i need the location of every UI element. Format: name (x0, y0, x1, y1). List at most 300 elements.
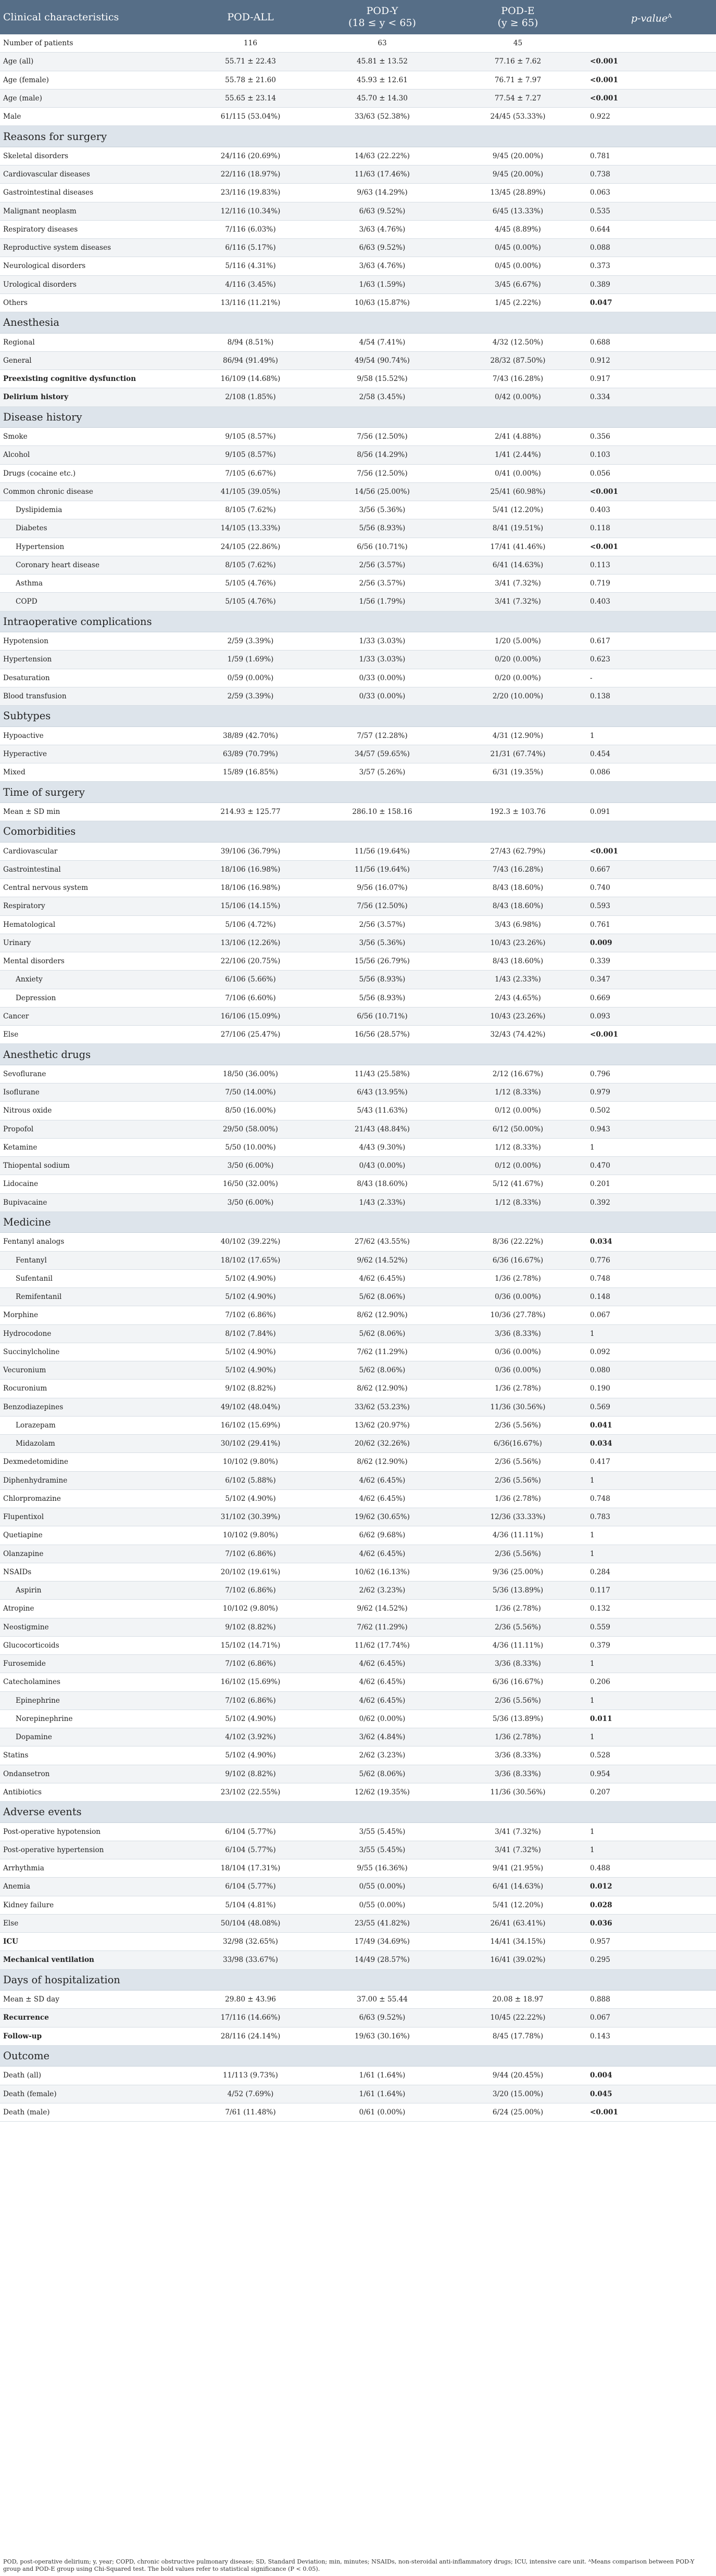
cell-pod-all: 116 (244, 39, 257, 48)
cell-pod-y: 4/62 (6.45%) (359, 1678, 406, 1687)
cell-pod-all: 23/116 (19.83%) (220, 188, 281, 197)
cell-p-value: 1 (590, 1531, 595, 1540)
cell-p-value: 0.644 (590, 225, 610, 234)
cell-pod-y: 0/43 (0.00%) (359, 1162, 406, 1170)
table-row (0, 1120, 716, 1139)
cell-pod-y: 1/33 (3.03%) (359, 637, 406, 646)
section-header: Medicine (0, 1212, 716, 1233)
table-row (0, 763, 716, 782)
cell-pod-y: 0/62 (0.00%) (359, 1714, 406, 1723)
cell-pod-e: 3/45 (6.67%) (495, 280, 541, 289)
cell-pod-e: 1/20 (5.00%) (495, 637, 541, 646)
cell-pod-all: 41/105 (39.05%) (220, 487, 281, 496)
table-row (0, 53, 716, 71)
cell-pod-e: 6/36(16.67%) (494, 1439, 542, 1448)
cell-pod-y: 0/55 (0.00%) (359, 1882, 406, 1891)
row-label: Dopamine (16, 1733, 52, 1742)
section-header: Adverse events (0, 1802, 716, 1823)
row-label: Urological disorders (3, 280, 77, 289)
cell-pod-all: 33/98 (33.67%) (223, 1956, 278, 1965)
cell-p-value: 1 (590, 1845, 595, 1854)
cell-pod-all: 9/102 (8.82%) (225, 1769, 276, 1778)
table-row (0, 1008, 716, 1026)
row-label: Respiratory diseases (3, 225, 78, 234)
table-row (0, 1270, 716, 1288)
row-label: Sevoflurane (3, 1069, 46, 1078)
table-row (0, 669, 716, 687)
cell-pod-y: 27/62 (43.55%) (355, 1238, 410, 1246)
cell-pod-y: 19/63 (30.16%) (355, 2032, 410, 2041)
cell-pod-y: 12/62 (19.35%) (355, 1788, 410, 1796)
cell-pod-e: 1/45 (2.22%) (495, 298, 541, 307)
cell-pod-all: 5/102 (4.90%) (225, 1751, 276, 1760)
cell-pod-e: 11/36 (30.56%) (490, 1788, 546, 1796)
table-row (0, 1841, 716, 1859)
cell-p-value: 1 (590, 1476, 595, 1485)
table-row (0, 1823, 716, 1841)
cell-pod-e: 28/32 (87.50%) (490, 356, 546, 365)
section-header: Subtypes (0, 706, 716, 727)
cell-p-value: 0.347 (590, 975, 610, 984)
cell-pod-e: 27/43 (62.79%) (490, 847, 546, 856)
cell-pod-y: 8/56 (14.29%) (357, 451, 408, 460)
cell-pod-all: 4/102 (3.92%) (225, 1733, 276, 1742)
row-label: Chlorpromazine (3, 1494, 61, 1503)
cell-pod-y: 3/57 (5.26%) (359, 768, 406, 777)
table-row (0, 1655, 716, 1673)
cell-pod-e: 2/12 (16.67%) (492, 1069, 544, 1078)
table-row (0, 1526, 716, 1545)
cell-pod-y: 1/33 (3.03%) (359, 655, 406, 664)
cell-p-value: 0.091 (590, 807, 610, 816)
cell-pod-y: 1/61 (1.64%) (359, 2089, 406, 2098)
cell-p-value: 0.783 (590, 1513, 610, 1522)
cell-pod-e: 3/36 (8.33%) (495, 1769, 541, 1778)
row-label: Death (male) (3, 2108, 50, 2116)
cell-pod-y: 3/62 (4.84%) (359, 1733, 406, 1742)
cell-p-value: <0.001 (590, 75, 618, 84)
cell-pod-e: 1/36 (2.78%) (495, 1604, 541, 1613)
cell-p-value: 0.617 (590, 637, 610, 646)
row-label: Blood transfusion (3, 692, 67, 700)
table-row (0, 1692, 716, 1710)
cell-p-value: 0.373 (590, 262, 610, 271)
table-row (0, 1710, 716, 1728)
row-label: Hematological (3, 920, 56, 929)
cell-pod-e: 0/41 (0.00%) (495, 469, 541, 478)
cell-pod-y: 4/62 (6.45%) (359, 1549, 406, 1558)
row-label: Neostigmine (3, 1623, 49, 1631)
row-label: Norepinephrine (16, 1714, 73, 1723)
cell-pod-y: 11/63 (17.46%) (355, 170, 410, 179)
row-label: Epinephrine (16, 1696, 60, 1705)
table-row (0, 575, 716, 593)
cell-pod-y: 4/54 (7.41%) (359, 338, 406, 347)
cell-pod-y: 63 (378, 39, 387, 48)
table-row (0, 1746, 716, 1765)
cell-pod-y: 6/63 (9.52%) (359, 2013, 406, 2022)
cell-pod-e: 9/44 (20.45%) (492, 2071, 544, 2080)
cell-pod-all: 8/105 (7.62%) (225, 506, 276, 515)
row-label: Fentanyl analogs (3, 1238, 65, 1246)
cell-pod-y: 4/62 (6.45%) (359, 1476, 406, 1485)
cell-pod-all: 18/102 (17.65%) (220, 1256, 281, 1265)
cell-p-value: 0.488 (590, 1864, 610, 1873)
row-label: Statins (3, 1751, 29, 1760)
table-row (0, 843, 716, 861)
cell-pod-e: 2/36 (5.56%) (495, 1458, 541, 1466)
cell-p-value: 0.009 (590, 938, 612, 947)
cell-p-value: 0.748 (590, 1494, 610, 1503)
cell-pod-y: 4/43 (9.30%) (359, 1143, 406, 1152)
row-label: Delirium history (3, 393, 69, 402)
cell-pod-all: 7/102 (6.86%) (225, 1586, 276, 1595)
cell-p-value: <0.001 (590, 94, 618, 103)
row-label: Neurological disorders (3, 262, 86, 271)
cell-pod-e: 6/12 (50.00%) (492, 1125, 544, 1133)
cell-pod-all: 18/106 (16.98%) (220, 884, 281, 892)
table-row (0, 1600, 716, 1618)
cell-pod-y: 14/56 (25.00%) (355, 487, 410, 496)
row-label: Fentanyl (16, 1256, 47, 1265)
cell-pod-e: 8/41 (19.51%) (492, 524, 544, 533)
cell-p-value: 1 (590, 1143, 595, 1152)
row-label: Mechanical ventilation (3, 1956, 94, 1965)
row-label: Hyperactive (3, 749, 47, 758)
cell-pod-y: 45.70 ± 14.30 (357, 94, 408, 103)
cell-pod-y: 7/62 (11.29%) (357, 1347, 408, 1356)
cell-pod-y: 286.10 ± 158.16 (352, 807, 412, 816)
cell-p-value: 1 (590, 1696, 595, 1705)
table-row (0, 1951, 716, 1969)
cell-pod-all: 7/102 (6.86%) (225, 1311, 276, 1320)
cell-pod-all: 32/98 (32.65%) (223, 1937, 278, 1946)
cell-pod-y: 15/56 (26.79%) (355, 957, 410, 966)
cell-pod-all: 2/108 (1.85%) (225, 393, 276, 402)
cell-p-value: 0.389 (590, 280, 610, 289)
cell-pod-y: 11/43 (25.58%) (355, 1069, 410, 1078)
cell-pod-all: 2/59 (3.39%) (227, 692, 274, 700)
cell-pod-all: 5/116 (4.31%) (225, 262, 276, 271)
cell-pod-y: 8/43 (18.60%) (357, 1180, 408, 1189)
cell-pod-e: 2/36 (5.56%) (495, 1476, 541, 1485)
cell-pod-y: 17/49 (34.69%) (355, 1937, 410, 1946)
cell-pod-all: 5/102 (4.90%) (225, 1366, 276, 1375)
row-label: Succinylcholine (3, 1347, 60, 1356)
cell-p-value: 0.045 (590, 2089, 612, 2098)
cell-pod-e: 20.08 ± 18.97 (492, 1995, 544, 2004)
cell-pod-y: 2/56 (3.57%) (359, 920, 406, 929)
cell-pod-y: 0/61 (0.00%) (359, 2108, 406, 2116)
cell-pod-all: 5/102 (4.90%) (225, 1714, 276, 1723)
cell-pod-all: 5/105 (4.76%) (225, 579, 276, 588)
cell-pod-all: 5/104 (4.81%) (225, 1901, 276, 1909)
cell-p-value: 0.034 (590, 1238, 612, 1246)
cell-pod-e: 1/36 (2.78%) (495, 1733, 541, 1742)
cell-pod-e: 8/43 (18.60%) (492, 884, 544, 892)
cell-pod-e: 4/31 (12.90%) (492, 731, 544, 740)
table-row (0, 1139, 716, 1157)
table-row (0, 1435, 716, 1453)
cell-pod-all: 29.80 ± 43.96 (225, 1995, 276, 2004)
cell-pod-e: 3/41 (7.32%) (495, 579, 541, 588)
table-row (0, 2085, 716, 2103)
table-row (0, 916, 716, 934)
cell-pod-all: 6/102 (5.88%) (225, 1476, 276, 1485)
cell-pod-y: 4/62 (6.45%) (359, 1660, 406, 1668)
cell-pod-y: 4/62 (6.45%) (359, 1274, 406, 1283)
cell-pod-e: 10/36 (27.78%) (490, 1311, 546, 1320)
section-header: Reasons for surgery (0, 126, 716, 147)
table-row (0, 1933, 716, 1951)
cell-p-value: 0.470 (590, 1162, 610, 1170)
cell-pod-e: 2/36 (5.56%) (495, 1549, 541, 1558)
cell-pod-y: 5/62 (8.06%) (359, 1293, 406, 1302)
table-row (0, 989, 716, 1008)
cell-p-value: 0.748 (590, 1274, 610, 1283)
cell-pod-y: 9/63 (14.29%) (357, 188, 408, 197)
cell-pod-y: 33/62 (53.23%) (355, 1402, 410, 1411)
cell-pod-y: 14/49 (28.57%) (355, 1956, 410, 1965)
cell-pod-e: 0/42 (0.00%) (495, 393, 541, 402)
row-label: Reproductive system diseases (3, 244, 111, 252)
cell-p-value: 0.559 (590, 1623, 610, 1631)
cell-pod-e: 32/43 (74.42%) (490, 1030, 546, 1039)
table-row (0, 879, 716, 897)
cell-pod-y: 3/63 (4.76%) (359, 225, 406, 234)
table-row (0, 1618, 716, 1637)
cell-pod-e: 6/36 (16.67%) (492, 1256, 544, 1265)
cell-pod-all: 9/102 (8.82%) (225, 1384, 276, 1393)
cell-pod-all: 214.93 ± 125.77 (220, 807, 281, 816)
cell-pod-all: 5/105 (4.76%) (225, 597, 276, 606)
row-label: Post-operative hypotension (3, 1827, 101, 1836)
cell-p-value: 0.011 (590, 1714, 612, 1723)
cell-p-value (587, 34, 716, 52)
row-label: Antibiotics (3, 1788, 42, 1796)
cell-p-value: 0.392 (590, 1198, 610, 1207)
cell-pod-e: 8/43 (18.60%) (492, 957, 544, 966)
cell-pod-all: 2/59 (3.39%) (227, 637, 274, 646)
cell-p-value: 1 (590, 1329, 595, 1338)
cell-pod-e: 26/41 (63.41%) (490, 1919, 546, 1928)
cell-pod-all: 12/116 (10.34%) (220, 207, 281, 215)
table-row (0, 165, 716, 184)
table-row (0, 294, 716, 312)
cell-pod-all: 5/102 (4.90%) (225, 1274, 276, 1283)
table-row (0, 1417, 716, 1435)
cell-pod-y: 33/63 (52.38%) (355, 112, 410, 121)
cell-pod-e: 2/43 (4.65%) (495, 993, 541, 1002)
row-label: Others (3, 298, 28, 307)
table-row (0, 1398, 716, 1417)
cell-p-value: 0.339 (590, 957, 610, 966)
cell-pod-e: 192.3 ± 103.76 (490, 807, 546, 816)
cell-p-value: 0.103 (590, 451, 610, 460)
cell-p-value: 0.041 (590, 1421, 612, 1430)
cell-pod-y: 2/58 (3.45%) (359, 393, 406, 402)
table-row (0, 1065, 716, 1083)
cell-pod-e: 6/31 (19.35%) (492, 768, 544, 777)
cell-pod-e: 1/43 (2.33%) (495, 975, 541, 984)
row-label: Cancer (3, 1012, 29, 1021)
cell-p-value: 0.957 (590, 1937, 610, 1946)
table-row (0, 34, 716, 53)
cell-pod-e: 1/12 (8.33%) (495, 1143, 541, 1152)
cell-pod-all: 5/102 (4.90%) (225, 1293, 276, 1302)
cell-pod-e: 10/45 (22.22%) (490, 2013, 546, 2022)
cell-pod-all: 22/116 (18.97%) (220, 170, 281, 179)
cell-pod-e: 25/41 (60.98%) (490, 487, 546, 496)
cell-pod-all: 7/102 (6.86%) (225, 1549, 276, 1558)
cell-pod-all: 13/106 (12.26%) (220, 938, 281, 947)
cell-pod-e: 3/36 (8.33%) (495, 1660, 541, 1668)
row-label: Lorazepam (16, 1421, 56, 1430)
cell-pod-y: 5/56 (8.93%) (359, 993, 406, 1002)
cell-pod-e: 3/41 (7.32%) (495, 1827, 541, 1836)
cell-pod-e: 7/43 (16.28%) (492, 865, 544, 874)
cell-pod-e: 77.16 ± 7.62 (494, 57, 542, 66)
row-label: ICU (3, 1937, 19, 1946)
row-label: Bupivacaine (3, 1198, 47, 1207)
cell-pod-y: 9/55 (16.36%) (357, 1864, 408, 1873)
row-label: Arrhythmia (3, 1864, 44, 1873)
table-row (0, 1453, 716, 1471)
cell-p-value: <0.001 (590, 542, 618, 551)
row-label: Cardiovascular diseases (3, 170, 90, 179)
cell-pod-all: 13/116 (11.21%) (220, 298, 281, 307)
row-label: Gastrointestinal (3, 865, 61, 874)
cell-pod-e: 4/32 (12.50%) (492, 338, 544, 347)
table-row (0, 1157, 716, 1175)
cell-pod-e: 0/20 (0.00%) (495, 655, 541, 664)
header-pod-all: POD-ALL (227, 11, 274, 23)
cell-p-value: 0.143 (590, 2032, 610, 2041)
cell-p-value: 0.912 (590, 356, 610, 365)
cell-p-value: 0.088 (590, 244, 610, 252)
cell-pod-all: 20/102 (19.61%) (220, 1567, 281, 1576)
row-label: Preexisting cognitive dysfunction (3, 375, 136, 384)
table-row (0, 334, 716, 352)
cell-p-value: 0.669 (590, 993, 610, 1002)
table-row (0, 388, 716, 406)
cell-pod-all: 31/102 (30.39%) (220, 1513, 281, 1522)
cell-pod-all: 9/105 (8.57%) (225, 432, 276, 441)
cell-p-value: 0.056 (590, 469, 610, 478)
table-row (0, 1673, 716, 1691)
cell-pod-all: 6/104 (5.77%) (225, 1845, 276, 1854)
cell-pod-e: 9/45 (20.00%) (492, 151, 544, 160)
cell-pod-e: 5/41 (12.20%) (492, 1901, 544, 1909)
cell-pod-e: 4/36 (11.11%) (492, 1531, 544, 1540)
cell-p-value: 0.954 (590, 1769, 610, 1778)
table-row (0, 971, 716, 989)
cell-pod-y: 2/56 (3.57%) (359, 579, 406, 588)
cell-p-value: 0.092 (590, 1347, 610, 1356)
cell-pod-y: 6/63 (9.52%) (359, 207, 406, 215)
cell-p-value: <0.001 (590, 847, 618, 856)
table-row (0, 1306, 716, 1324)
cell-pod-e: 45 (513, 39, 523, 48)
cell-pod-all: 22/106 (20.75%) (220, 957, 281, 966)
cell-p-value: 0.379 (590, 1641, 610, 1650)
cell-p-value: - (590, 673, 593, 682)
cell-p-value: 0.528 (590, 1751, 610, 1760)
cell-pod-y: 6/56 (10.71%) (357, 1012, 408, 1021)
cell-pod-all: 8/105 (7.62%) (225, 560, 276, 569)
section-header: Anesthetic drugs (0, 1044, 716, 1065)
cell-pod-e: 0/45 (0.00%) (495, 262, 541, 271)
row-label: Isoflurane (3, 1088, 40, 1097)
cell-pod-y: 1/61 (1.64%) (359, 2071, 406, 2080)
cell-pod-y: 21/43 (48.84%) (355, 1125, 410, 1133)
cell-p-value: 0.034 (590, 1439, 612, 1448)
table-row (0, 1325, 716, 1343)
table-row (0, 108, 716, 126)
cell-pod-all: 14/105 (13.33%) (220, 524, 281, 533)
cell-p-value: 0.738 (590, 170, 610, 179)
row-label: Ondansetron (3, 1769, 50, 1778)
cell-pod-e: 5/12 (41.67%) (492, 1180, 544, 1189)
row-label: Malignant neoplasm (3, 207, 77, 215)
table-row (0, 632, 716, 651)
cell-pod-y: 3/55 (5.45%) (359, 1845, 406, 1854)
cell-pod-all: 7/116 (6.03%) (225, 225, 276, 234)
cell-pod-y: 16/56 (28.57%) (355, 1030, 410, 1039)
row-label: Else (3, 1919, 19, 1928)
cell-pod-all: 16/102 (15.69%) (220, 1678, 281, 1687)
row-label: Death (female) (3, 2089, 57, 2098)
cell-p-value: 0.417 (590, 1458, 610, 1466)
cell-pod-all: 15/89 (16.85%) (223, 768, 278, 777)
row-label: Hypoactive (3, 731, 44, 740)
row-label: Diabetes (16, 524, 47, 533)
cell-pod-e: 8/36 (22.22%) (492, 1238, 544, 1246)
cell-p-value: 0.063 (590, 188, 610, 197)
table-row (0, 2103, 716, 2122)
cell-pod-y: 0/33 (0.00%) (359, 692, 406, 700)
row-label: Coronary heart disease (16, 560, 100, 569)
table-row (0, 90, 716, 108)
cell-pod-e: 9/45 (20.00%) (492, 170, 544, 179)
table-row (0, 428, 716, 446)
table-row (0, 1380, 716, 1398)
row-label: Age (female) (3, 75, 49, 84)
cell-pod-e: 6/24 (25.00%) (492, 2108, 544, 2116)
cell-p-value: 0.207 (590, 1788, 610, 1796)
row-label: Else (3, 1030, 19, 1039)
table-row (0, 2027, 716, 2046)
row-label: Vecuronium (3, 1366, 46, 1375)
cell-pod-all: 18/104 (17.31%) (220, 1864, 281, 1873)
table-row (0, 1026, 716, 1044)
section-header: Days of hospitalization (0, 1970, 716, 1991)
table-header (0, 0, 716, 34)
cell-p-value: <0.001 (590, 2108, 618, 2116)
cell-pod-e: 6/36 (16.67%) (492, 1678, 544, 1687)
cell-p-value: 1 (590, 1660, 595, 1668)
cell-pod-all: 4/116 (3.45%) (225, 280, 276, 289)
cell-pod-y: 3/56 (5.36%) (359, 938, 406, 947)
cell-pod-y: 11/56 (19.64%) (355, 847, 410, 856)
row-label: Post-operative hypertension (3, 1845, 104, 1854)
section-header: Outcome (0, 2046, 716, 2067)
cell-pod-y: 4/62 (6.45%) (359, 1696, 406, 1705)
table-row (0, 651, 716, 669)
cell-p-value: 0.719 (590, 579, 610, 588)
cell-p-value: 0.201 (590, 1180, 610, 1189)
cell-p-value: 0.036 (590, 1919, 612, 1928)
